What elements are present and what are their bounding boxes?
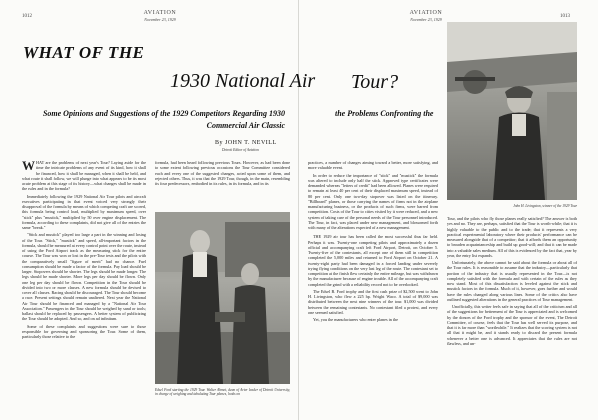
right-running-title: AVIATION xyxy=(409,10,443,16)
paragraph: In order to reduce the importance of "stick" and "mustick" the formula was altered to include only half the stick. Approved type certificates were demanded whereas "letters of credit" had been allowed. Planes were required to remain at least 40 per cent of their displaced maximum speed, instead of 80 per cent. Only one two-day stopover was listed on the itinerary. "Billboard" planes, or those carrying the names of firms not in the airplane manufacturing business, or the products of such firms, were barred from competition. Costs of the Tour to cities visited by it were reduced, and a new system of taking care of the personal needs of the Tour personnel introduced. The Tour, in fact, was placed under new management, and blossomed forth with many of the alterations expected of a new management. xyxy=(308,172,438,230)
livingston-photo xyxy=(447,22,577,200)
left-running-title: AVIATION xyxy=(143,10,177,16)
paragraph: THE 1929 air tour has been called the most successful thus far held. Perhaps it was. Twenty-one competing pilots and approximately a dozen official and accompanying craft left Ford Airport, Detroit, on October 5. Twenty-five of the contestants, all except one of them still in competition completed the 5,000 miles and returned to Ford Airport on October 21. A twenty-eight party had been damaged in a forced landing under severely trying flying conditions on the very last leg of the route. The contestant set to competition at the finish flew certainly the entire mileage, but was withdrawn by the manufacturer because of engine trouble. All of the accompanying craft completed the grind with a reliability record not to be overlooked. xyxy=(308,234,438,287)
paragraph: Some of these complaints and suggestions were sure to those responsible for governing and sponsoring the Tour. Some of them, particularly those relative to the xyxy=(22,323,146,339)
byline-affiliation: Detroit Editor of Aviation xyxy=(222,148,259,152)
right-photo-caption: John H. Livingston, winner of the 1929 Tour xyxy=(513,204,577,208)
lead-paragraph: HAT are the problems of next year's Tour? Laying aside for the time the intricate problems of any event of its kind, how it shall be financed, how it shall be managed, when it shall be held, and what route it shall follow, we will plunge into what appears to be its most acute problem at this stage of its history—what changes shall be made in the rules and in the formula? xyxy=(22,160,146,192)
article-column-2 xyxy=(155,160,290,202)
article-column-4 xyxy=(447,216,577,412)
left-running-date: November 23, 1929 xyxy=(144,17,176,22)
paragraph: Unfortunately, the above cannot be said about the formula or about all of the Tour rules. It is reasonable to assume that the industry—particularly that portion of the industry that is usually represented in the Tour—is not completely satisfied with the formula and with certain of the rules as they now stand. Most of this dissatisfaction is leveled against the stick and mustick factors in the formula. Much of it, however, goes further and would have the rules changed along various lines. Some of the critics also have outlined suggested alterations in the general practices of Tour management. xyxy=(447,260,577,302)
right-page-number: 1013 xyxy=(560,14,570,19)
paragraph: Unofficially, this writer feels safe in saying that all of the criticism and all of the suggestions for betterment of the Tour is appreciated and is welcomed by the donors of the Ford trophy and the sponsor of the event, The Detroit Committee, of course, feels that the Tour has well served its purpose, and that it is far more than "worthwhile." It realizes that the scoring system is not all that it might be, and it stands ready to discard the present formula whenever a better one is advanced. It appreciates that the rules are not flawless, and un- xyxy=(447,304,577,346)
paragraph: practices, a number of changes aiming toward a better, more satisfying, and more valuable event. xyxy=(308,160,438,171)
paragraph: The Edsel B. Ford trophy and the first cash prize of $2,500 went to John H. Livingston, who flew a 225 hp. Wright Waco. A total of $9,000 was distributed between the next nine winners of the tour. $1,000 was divided between the remaining contestants. No contestant filed a protest, and every one seemed satisfied. xyxy=(308,288,438,315)
paragraph: Yet, you the manufacturers who enter planes in the xyxy=(313,317,399,322)
deck-right: the Problems Confronting the xyxy=(335,109,434,118)
photo-illustration xyxy=(155,212,290,384)
deck-left: Some Opinions and Suggestions of the 1929 Competitors Regarding 1930 Commercial Air Classic xyxy=(42,109,285,130)
article-column-3 xyxy=(308,160,438,412)
left-page-number: 1012 xyxy=(22,14,32,19)
article-column-1 xyxy=(22,160,146,410)
byline: By JOHN T. NEVILL xyxy=(215,140,277,146)
photo-illustration xyxy=(447,22,577,200)
headline-part-3: Tour? xyxy=(351,71,399,93)
headline-part-2: 1930 National Air xyxy=(170,70,316,92)
right-running-date: November 23, 1929 xyxy=(410,17,442,22)
paragraph: Immediately following the 1929 National Air Tour pilots and aircraft executives participating in that event voiced very strongly their disapproval of the formula by means of which competing craft are scored, this formula being control load, multiplied by maximum speed, over "stick" plus "mustick," multiplied by 50 over engine displacement. The formula, according to these complaints, did not give all of the entries the same "break." xyxy=(22,193,146,230)
center-photo-caption: Edsel Ford starting the 1929 Tour. Walter Ahmet, dean of Arter leader of Detroit University, in charge of weighing and tabulating Tour planes, looks on xyxy=(155,388,290,397)
paragraph: Tour, and the pilots who fly those planes really satisfied? The answer is both yes and no. They are, perhaps, satisfied that the Tour is worth-while; that it is highly valuable to the public and to the trade; that it represents a very practical experimental laboratory where their products' performance can be measured alongside that of a competitor; that it affords them an opportunity to broaden acquaintanceship and build up good-will; and that it can be made into a valuable sales medium. All of this is evidenced by the fact that, year by year, the entry list expands. xyxy=(447,216,577,258)
paragraph: formula, had been heard following previous Tours. However, as had been done to some extent following previous occasions the Tour Committee considered each and every one of the suggested changes, acted upon some of them, and rejected others. Thus, it was that the 1929 Tour, though, in the main, resembling its four predecessors, embodied in its rules, in its formula, and in its xyxy=(155,160,290,186)
paragraph: "Stick and mustick" played too large a part in the winning and losing of the Tour. "Stick," "mustick" and speed, all-important factors in the formula, should be measured at every control point over the route, instead of using the Ford Airport track as the measuring stick for the entire course. The Tour was won or lost in the pre-Tour tests and the pilots with the comparatively small "figure of merit" had no chance. Fuel consumption should be made a factor of the formula. Pay load should be larger. Stopovers should be shorter. The legs should be made longer. The legs should be made shorter. More legs per day should be flown. Only one leg per day should be flown. Competition in the Tour should be divided into two or more classes. A new formula should be devised to cover all classes. Racing should be discouraged. The Tour should become a race. Present settings should remain unaltered. Next year the National Air Tour should be financed and managed by a "National Air Tour Association." Passengers in the Tour should be weighed by sand or tools; ballast should be replaced by passengers. A better system of publicizing the Tour should be adopted. And so, and on ad infinitum. xyxy=(22,232,146,322)
edsel-ford-photo xyxy=(155,212,290,384)
headline-part-1: WHAT OF THE xyxy=(23,43,145,62)
drop-cap: W xyxy=(22,160,35,173)
page-gutter xyxy=(298,0,299,420)
